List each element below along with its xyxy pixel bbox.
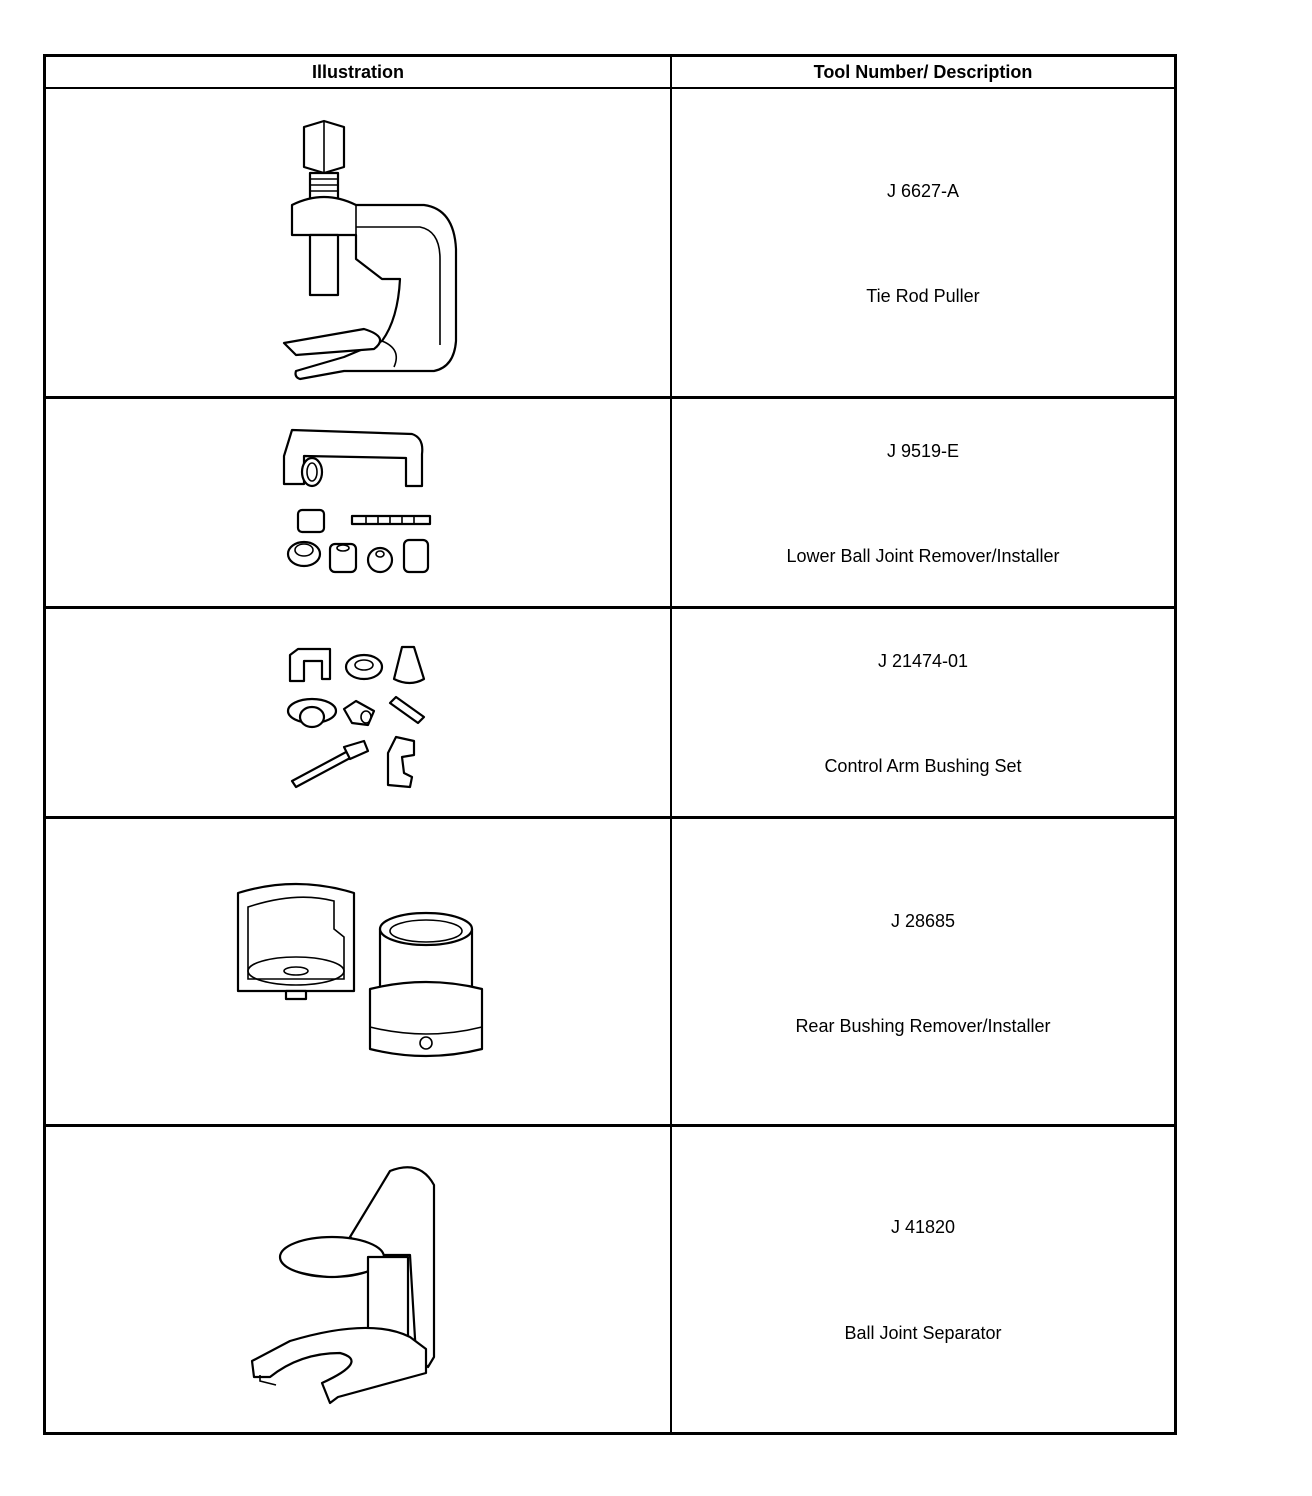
tool-number: J 28685 [890,911,956,931]
header-tool-description: Tool Number/ Description [813,62,1033,82]
illustration-cell [46,89,670,396]
tool-number: J 41820 [890,1217,956,1237]
tool-description: Rear Bushing Remover/Installer [795,1016,1051,1036]
illustration-cell [46,399,670,606]
tools-table [43,54,1177,1435]
description-cell [672,399,1174,606]
bushing-set-icon [282,641,442,791]
tool-number: J 21474-01 [877,651,969,671]
illustration-cell [46,1127,670,1432]
description-cell [672,609,1174,816]
tool-description: Tie Rod Puller [866,286,980,306]
table-row [46,399,1174,609]
illustration-cell [46,609,670,816]
description-cell [672,819,1174,1124]
table-row [46,609,1174,819]
tool-number: J 6627-A [886,181,960,201]
illustration-cell [46,819,670,1124]
ball-joint-separator-icon [250,1157,450,1407]
ball-joint-remover-kit-icon [282,424,442,574]
tool-description: Lower Ball Joint Remover/Installer [786,546,1060,566]
tool-number: J 9519-E [886,441,960,461]
description-cell [672,89,1174,396]
table-row [46,1127,1174,1432]
tool-description: Ball Joint Separator [844,1323,1002,1343]
table-row [46,89,1174,399]
description-cell [672,1127,1174,1432]
table-row [46,819,1174,1127]
rear-bushing-tool-icon [236,879,496,1069]
header-illustration: Illustration [311,62,404,82]
tool-description: Control Arm Bushing Set [824,756,1022,776]
table-header [46,57,1174,89]
tie-rod-puller-icon [274,119,474,379]
